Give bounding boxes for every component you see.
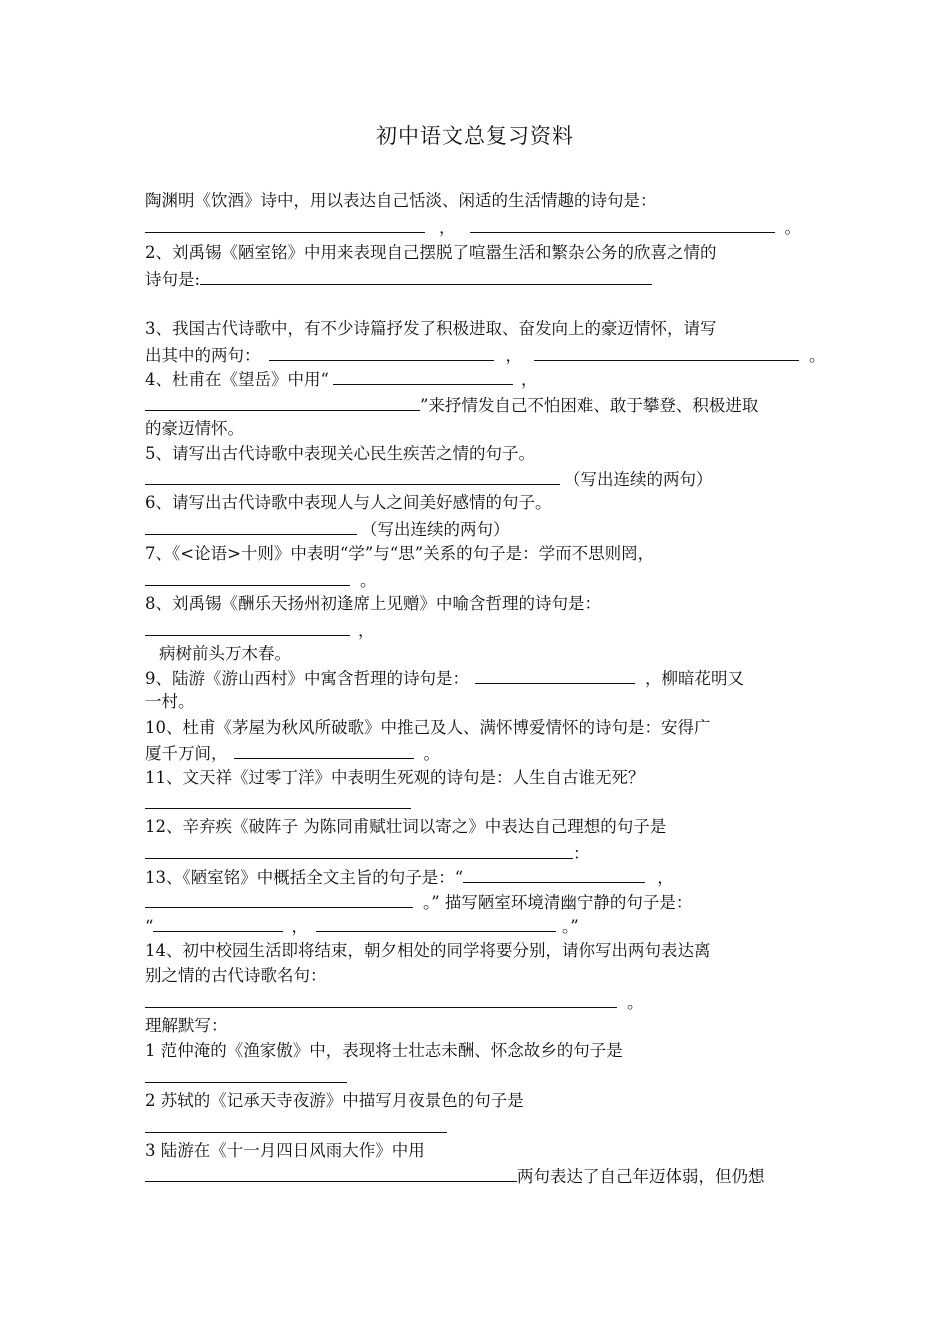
q6-line1: 6、请写出古代诗歌中表现人与人之间美好感情的句子。 xyxy=(145,493,552,512)
document-title: 初中语文总复习资料 xyxy=(376,124,574,148)
blank[interactable] xyxy=(145,1165,517,1182)
blank[interactable] xyxy=(316,915,556,932)
blank[interactable] xyxy=(475,667,635,684)
blank[interactable] xyxy=(234,742,414,759)
blank[interactable] xyxy=(145,569,350,586)
q13-line1: 13、《陋室铭》中概括全文主旨的句子是：“ ， xyxy=(145,868,674,887)
blank[interactable] xyxy=(145,619,350,636)
q8-line2: ， xyxy=(145,619,375,642)
q13-line3: “ ， 。” xyxy=(145,917,579,936)
q4-line2: ”来抒情发自己不怕困难、敢于攀登、积极进取 xyxy=(145,394,758,417)
blank[interactable] xyxy=(145,891,413,908)
q14-line2: 别之情的古代诗歌名句： xyxy=(145,966,327,985)
q6-line2: （写出连续的两句） xyxy=(145,518,510,541)
q14-line3: 。 xyxy=(145,991,644,1014)
q1-prompt: 陶渊明《饮酒》诗中，用以表达自己恬淡、闲适的生活情趣的诗句是： xyxy=(145,191,657,210)
u2-line1: 2 苏轼的《记承天寺夜游》中描写月夜景色的句子是 xyxy=(145,1091,524,1110)
q9-line2: 一村。 xyxy=(145,692,195,711)
section-heading: 理解默写： xyxy=(145,1016,228,1035)
q5-line1: 5、请写出古代诗歌中表现关心民生疾苦之情的句子。 xyxy=(145,444,535,463)
q13-line2: 。” 描写陋室环境清幽宁静的句子是： xyxy=(145,891,692,914)
u3-line1: 3 陆游在《十一月四日风雨大作》中用 xyxy=(145,1141,425,1160)
blank[interactable] xyxy=(145,842,573,859)
q4-line1: 4、杜甫在《望岳》中用“ ， xyxy=(145,370,538,389)
blank[interactable] xyxy=(470,216,775,233)
u1-line1: 1 范仲淹的《渔家傲》中，表现将士壮志未酬、怀念故乡的句子是 xyxy=(145,1041,623,1060)
blank[interactable] xyxy=(145,991,617,1008)
u2-line2 xyxy=(145,1116,447,1139)
q11-line2 xyxy=(145,792,411,815)
blank[interactable] xyxy=(145,792,411,809)
blank[interactable] xyxy=(145,1066,347,1083)
q10-line1: 10、杜甫《茅屋为秋风所破歌》中推己及人、满怀博爱情怀的诗句是：安得广 xyxy=(145,718,711,737)
q2-line1: 2、刘禹锡《陋室铭》中用来表现自己摆脱了喧嚣生活和繁杂公务的欣喜之情的 xyxy=(145,243,717,262)
blank[interactable] xyxy=(269,344,494,361)
q2-line2: 诗句是: xyxy=(145,268,652,291)
u3-line2: 两句表达了自己年迈体弱，但仍想 xyxy=(145,1165,765,1188)
u1-line2 xyxy=(145,1066,347,1089)
q9-line1: 9、陆游《游山西村》中寓含哲理的诗句是： ，柳暗花明又 xyxy=(145,669,744,688)
q3-line1: 3、我国古代诗歌中，有不少诗篇抒发了积极进取、奋发向上的豪迈情怀，请写 xyxy=(145,319,717,338)
blank[interactable] xyxy=(145,1116,447,1133)
q5-line2: （写出连续的两句） xyxy=(145,468,713,491)
blank[interactable] xyxy=(333,368,513,385)
q11-line1: 11、文天祥《过零丁洋》中表明生死观的诗句是：人生自古谁无死？ xyxy=(145,768,645,787)
blank[interactable] xyxy=(153,915,283,932)
q8-line3: 病树前头万木春。 xyxy=(159,644,291,663)
q7-line1: 7、《<论语>十则》中表明“学”与“思”关系的句子是：学而不思则罔， xyxy=(145,544,655,563)
q1-answer-line: ， 。 xyxy=(145,216,801,239)
q8-line1: 8、刘禹锡《酬乐天扬州初逢席上见赠》中喻含哲理的诗句是： xyxy=(145,594,601,613)
q7-line2: 。 xyxy=(145,569,377,592)
q12-line1: 12、辛弃疾《破阵子 为陈同甫赋壮词以寄之》中表达自己理想的句子是 xyxy=(145,817,667,836)
blank[interactable] xyxy=(145,468,560,485)
q12-line2: ： xyxy=(145,842,590,865)
q4-line3: 的豪迈情怀。 xyxy=(145,419,244,438)
blank[interactable] xyxy=(145,518,357,535)
blank[interactable] xyxy=(145,216,425,233)
blank[interactable] xyxy=(145,394,420,411)
q3-line2: 出其中的两句： ， 。 xyxy=(145,346,826,365)
blank[interactable] xyxy=(534,344,799,361)
q10-line2: 厦千万间， 。 xyxy=(145,744,440,763)
blank[interactable] xyxy=(200,268,652,285)
q14-line1: 14、初中校园生活即将结束，朝夕相处的同学将要分别，请你写出两句表达离 xyxy=(145,941,711,960)
blank[interactable] xyxy=(463,866,645,883)
